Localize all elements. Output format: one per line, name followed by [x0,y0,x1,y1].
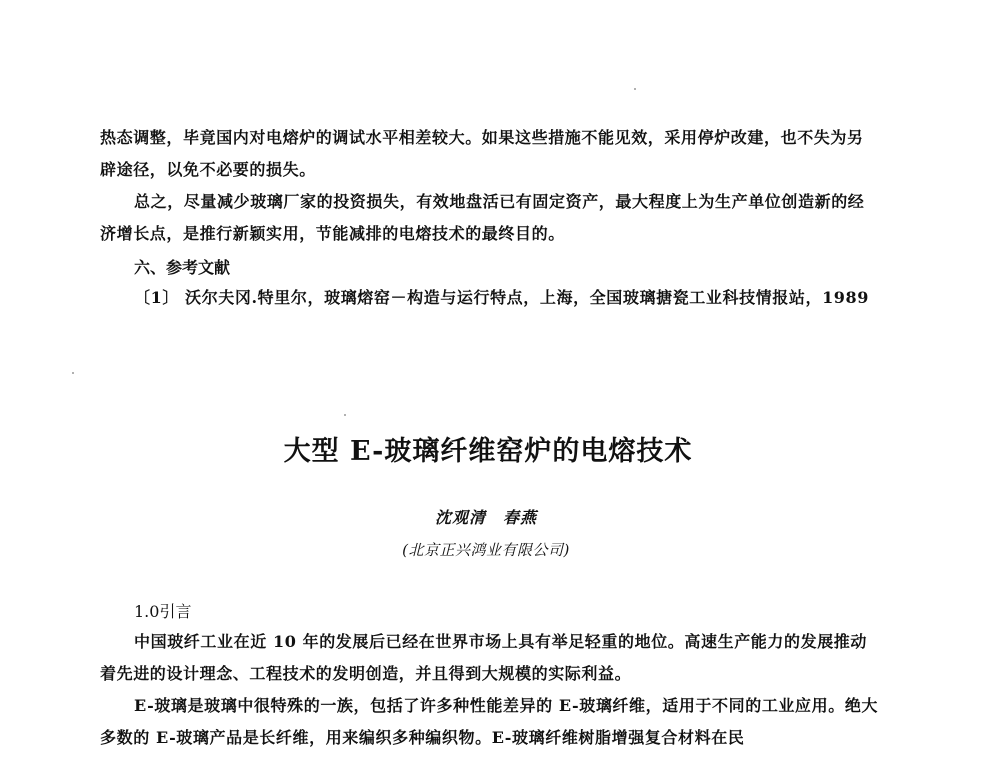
references-heading: 六、参考文献 [134,258,231,277]
paragraph-intro-2: E-玻璃是玻璃中很特殊的一族，包括了许多种性能差异的 E-玻璃纤维，适用于不同的工业应用。绝大多数的 E-玻璃产品是长纤维，用来编织多种编织物。E-玻璃纤维树脂增强复合材料在民 [100,696,879,747]
reference-1: 〔1〕 沃尔夫冈.特里尔，玻璃熔窑－构造与运行特点，上海，全国玻璃搪瓷工业科技情报站，1989 [134,288,870,307]
section-heading-introduction: 1.0引言 [134,602,192,621]
article-title: 大型 E-玻璃纤维窑炉的电熔技术 [283,436,693,467]
scan-speck [634,88,636,90]
paragraph-intro-1: 中国玻纤工业在近 10 年的发展后已经在世界市场上具有举足轻重的地位。高速生产能力的发展推动着先进的设计理念、工程技术的发明创造，并且得到大规模的实际利益。 [100,632,868,683]
article-affiliation: (北京正兴鸿业有限公司) [402,541,570,559]
paragraph-thermal-adjustment: 热态调整，毕竟国内对电熔炉的调试水平相差较大。如果这些措施不能见效，采用停炉改建，也不失为另辟途径，以免不必要的损失。 [100,128,864,179]
article-authors: 沈观清 春燕 [434,508,537,527]
scan-speck [72,372,74,374]
scan-speck [344,414,346,416]
paragraph-conclusion: 总之，尽量减少玻璃厂家的投资损失，有效地盘活已有固定资产，最大程度上为生产单位创造新的经济增长点，是推行新颖实用，节能减排的电熔技术的最终目的。 [100,192,865,243]
